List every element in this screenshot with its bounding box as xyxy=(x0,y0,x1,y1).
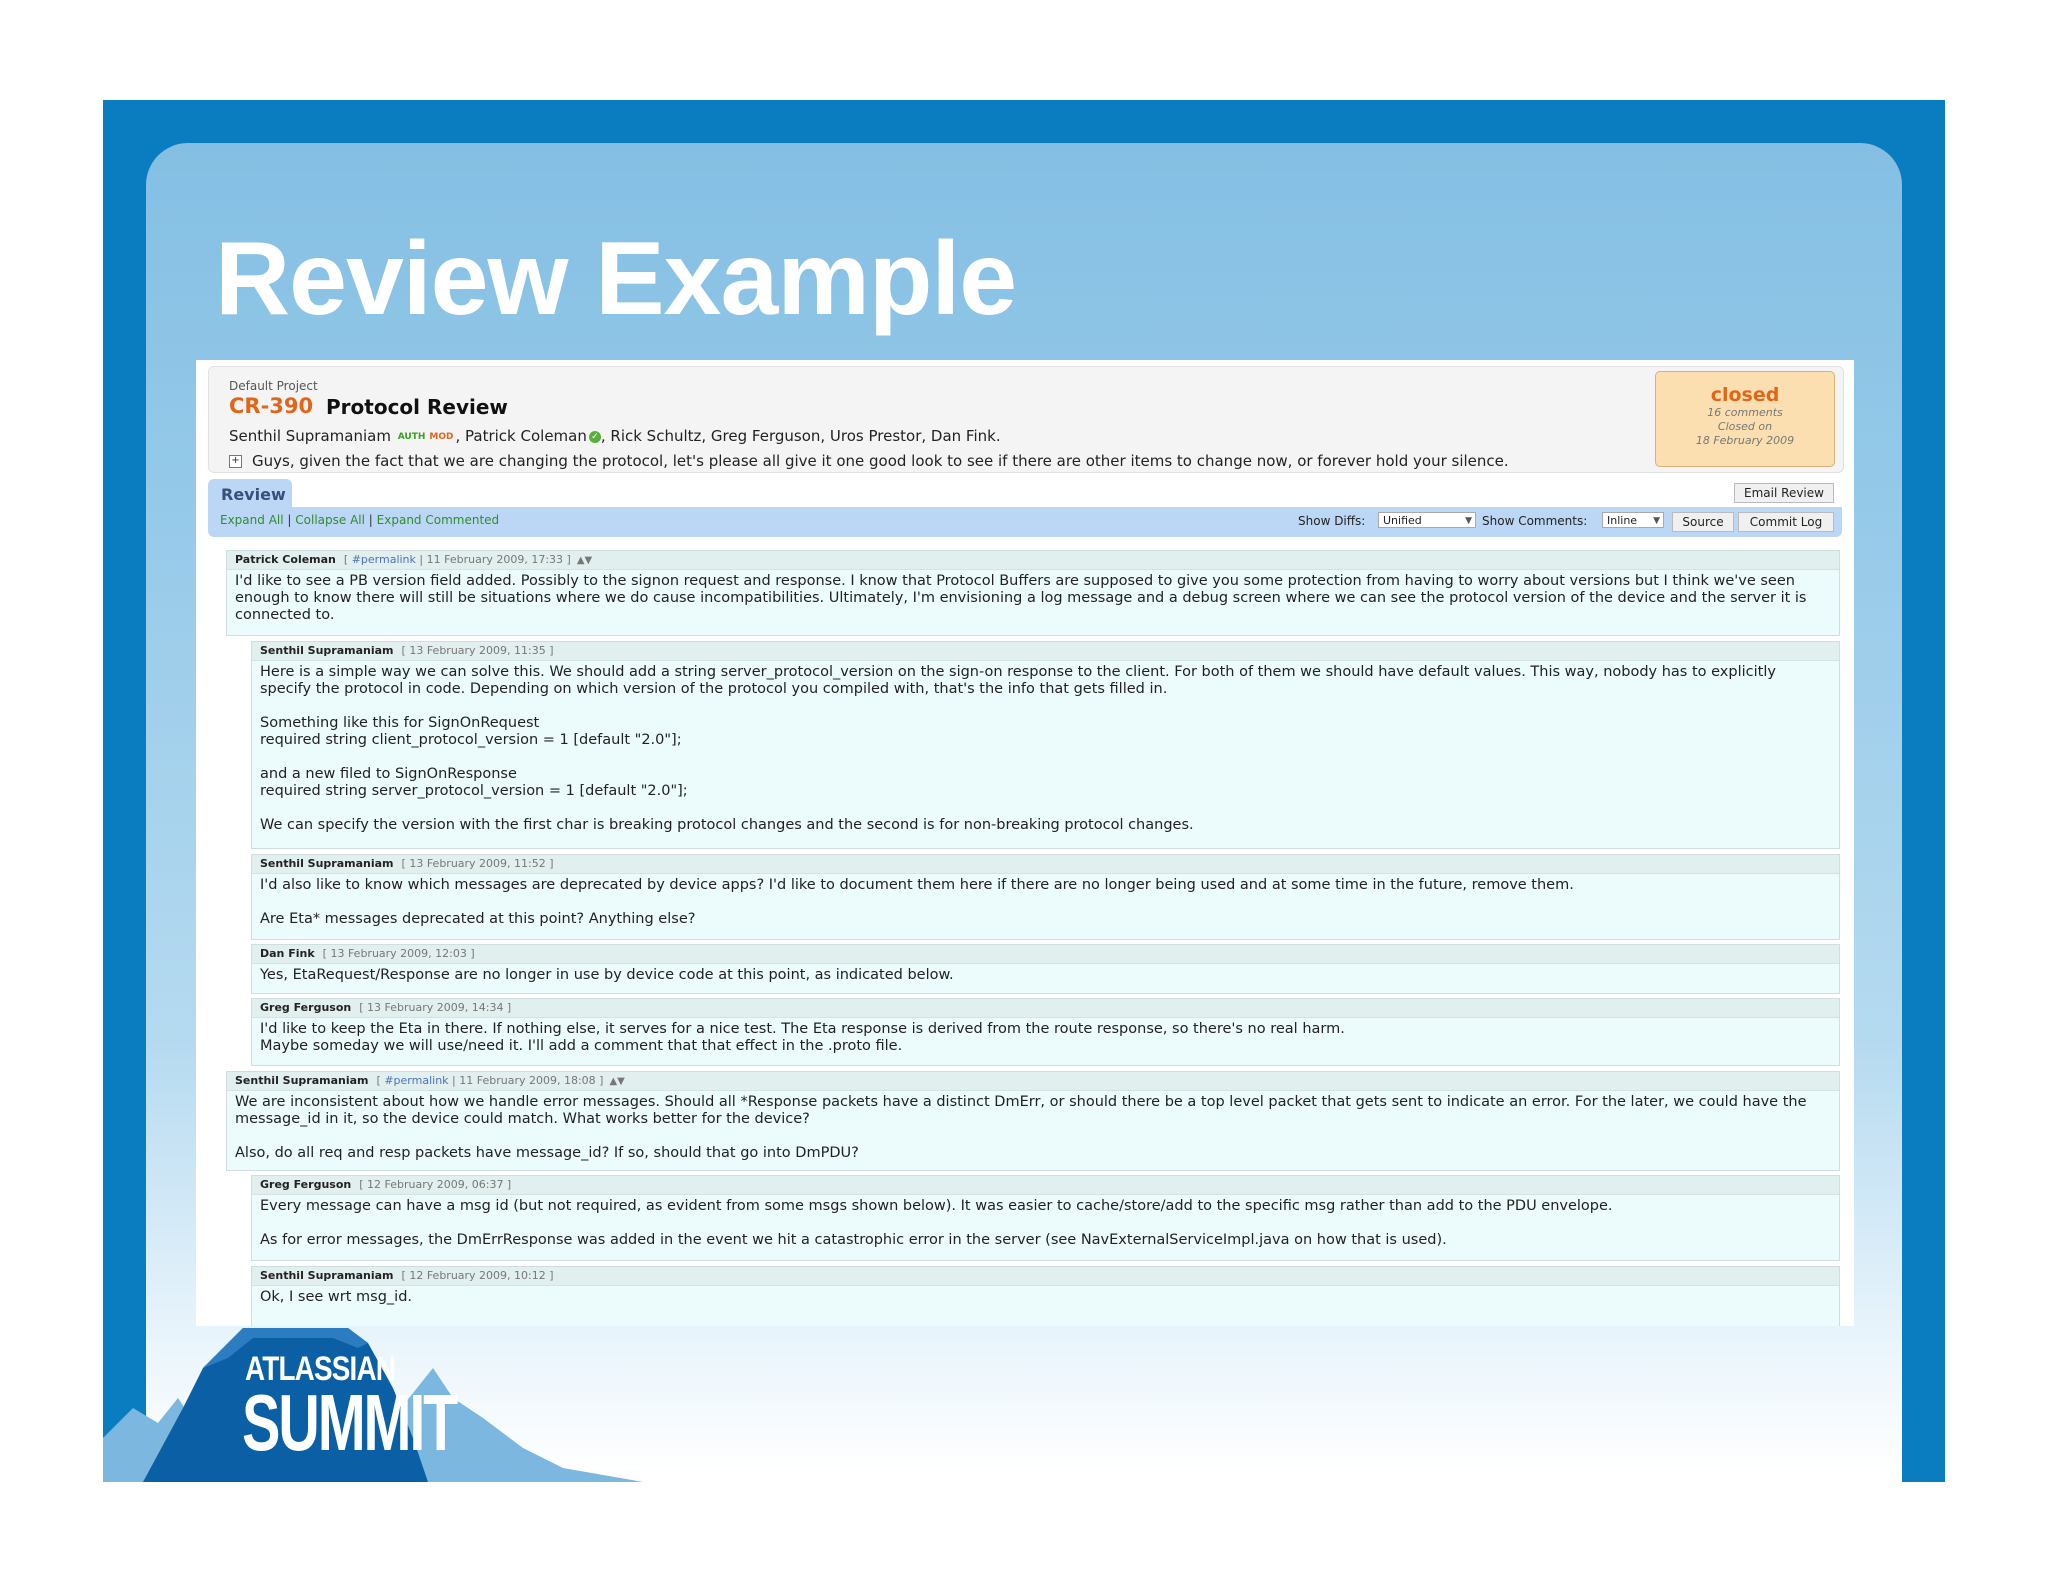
collapse-all-link[interactable]: Collapse All xyxy=(295,513,365,527)
comment-text: Ok, I see wrt msg_id. xyxy=(260,1289,413,1305)
comment-body xyxy=(252,1018,1839,1059)
comment-body xyxy=(252,874,1839,932)
mod-badge: MOD xyxy=(429,431,454,442)
comment-header: Dan Fink [ 13 February 2009, 12:03 ] xyxy=(252,945,1839,964)
permalink[interactable]: #permalink xyxy=(351,553,416,566)
expand-all-link[interactable]: Expand All xyxy=(220,513,284,527)
toolbar xyxy=(208,507,1842,537)
comment-body xyxy=(252,661,1839,838)
logo-text-atlassian: ATLASSIAN xyxy=(245,1350,396,1388)
comment-text: Are Eta* messages deprecated at this point? Anything else? xyxy=(260,911,696,927)
comment-header: Greg Ferguson [ 13 February 2009, 14:34 ] xyxy=(252,999,1839,1018)
comment-header: Senthil Supramaniam [ 13 February 2009, 11:52 ] xyxy=(252,855,1839,874)
status-box xyxy=(1655,371,1835,467)
arrow-up-down-icon[interactable]: ▲▼ xyxy=(609,1076,625,1087)
separator: | xyxy=(287,513,292,527)
comment-author[interactable]: Senthil Supramaniam xyxy=(260,644,394,657)
show-comments-value: Inline xyxy=(1607,514,1638,527)
comment-reply xyxy=(251,854,1840,940)
comment-count: 16 comments xyxy=(1707,406,1783,419)
logo-text-summit: SUMMIT xyxy=(242,1378,457,1467)
comment-text: I'd like to see a PB version field added. Possibly to the signon request and response. I know that Protocol Buffers are supposed to give you some protection from having to worry about versions but I think we've seen enough to know there will still be situations where we do cause incompatibilities. Ultimately, I'm envisioning a log message and a debug screen where we can see the protocol version of the device and the server it is connected to. xyxy=(235,573,1807,623)
comment-date: 13 February 2009, 11:52 xyxy=(409,857,546,870)
comment-author[interactable]: Senthil Supramaniam xyxy=(260,1269,394,1282)
statement-of-objectives xyxy=(229,452,1509,470)
commit-log-button[interactable]: Commit Log xyxy=(1738,512,1834,532)
comment-date: 13 February 2009, 12:03 xyxy=(330,947,467,960)
comment-author[interactable]: Patrick Coleman xyxy=(235,553,336,566)
permalink[interactable]: #permalink xyxy=(384,1074,449,1087)
show-diffs-value: Unified xyxy=(1383,514,1422,527)
email-review-button[interactable]: Email Review xyxy=(1734,483,1834,503)
comment-body xyxy=(227,1091,1839,1166)
comment-body xyxy=(252,1286,1839,1310)
comment-body xyxy=(227,570,1839,628)
show-diffs-select[interactable] xyxy=(1378,512,1476,528)
comment-header: Greg Ferguson [ 12 February 2009, 06:37 ] xyxy=(252,1176,1839,1195)
comment-body xyxy=(252,964,1839,988)
comment-author[interactable]: Greg Ferguson xyxy=(260,1001,352,1014)
comment-reply xyxy=(251,998,1840,1066)
comment-text: We can specify the version with the first char is breaking protocol changes and the second is for non-breaking protocol changes. xyxy=(260,817,1194,833)
tab-review-label: Review xyxy=(221,485,286,504)
chevron-down-icon: ▼ xyxy=(1653,516,1660,526)
check-icon: ✓ xyxy=(589,431,601,443)
comment-date: 13 February 2009, 11:35 xyxy=(409,644,546,657)
chevron-down-icon: ▼ xyxy=(1465,516,1472,526)
review-header xyxy=(208,366,1844,473)
show-comments-select[interactable] xyxy=(1602,512,1664,528)
comment-text: Here is a simple way we can solve this. We should add a string server_protocol_version on the sign-on response to the client. For both of them we should have default values. This way, nobody has to explicitly specify the protocol in code. Depending on which version of the protocol you compiled with, that's the info that gets filled in. xyxy=(260,664,1776,697)
comment-text: Something like this for SignOnRequest required string client_protocol_version = 1 [default "2.0"]; xyxy=(260,715,682,748)
comment-reply xyxy=(251,1175,1840,1261)
comment-text: Also, do all req and resp packets have message_id? If so, should that go into DmPDU? xyxy=(235,1145,859,1161)
comment-author[interactable]: Dan Fink xyxy=(260,947,315,960)
closed-date: 18 February 2009 xyxy=(1695,434,1795,447)
comment-text: and a new filed to SignOnResponse required string server_protocol_version = 1 [default "2.0"]; xyxy=(260,766,688,799)
auth-badge: AUTH xyxy=(397,431,426,442)
comment-date: 11 February 2009, 17:33 xyxy=(426,553,564,566)
comment-item xyxy=(226,550,1840,636)
expand-icon[interactable]: + xyxy=(229,455,242,468)
show-comments-label: Show Comments: xyxy=(1482,514,1588,528)
participant-author[interactable]: Senthil Supramaniam xyxy=(229,427,391,445)
comment-date: 11 February 2009, 18:08 xyxy=(459,1074,596,1087)
participant-reviewer[interactable]: , Patrick Coleman xyxy=(455,427,587,445)
source-button[interactable]: Source xyxy=(1672,512,1734,532)
comment-body xyxy=(252,1195,1839,1253)
comment-text: Yes, EtaRequest/Response are no longer in use by device code at this point, as indicated below. xyxy=(260,967,954,983)
review-screenshot xyxy=(196,360,1854,1326)
project-label: Default Project xyxy=(229,379,318,393)
comment-date: 12 February 2009, 06:37 xyxy=(367,1178,504,1191)
review-key[interactable]: CR-390 xyxy=(229,394,314,418)
comment-author[interactable]: Senthil Supramaniam xyxy=(260,857,394,870)
show-diffs-label: Show Diffs: xyxy=(1298,514,1366,528)
comment-reply xyxy=(251,1266,1840,1326)
toolbar-links xyxy=(220,513,499,527)
comment-header: Senthil Supramaniam [ 13 February 2009, 11:35 ] xyxy=(252,642,1839,661)
comment-header: Senthil Supramaniam [ #permalink | 11 February 2009, 18:08 ] ▲▼ xyxy=(227,1072,1839,1091)
status-label: closed xyxy=(1710,384,1780,406)
comment-header: Patrick Coleman [ #permalink | 11 February 2009, 17:33 ] ▲▼ xyxy=(227,551,1839,570)
comment-date: 13 February 2009, 14:34 xyxy=(367,1001,504,1014)
comment-text: We are inconsistent about how we handle error messages. Should all *Response packets have a distinct DmErr, or should there be a top level packet that gets sent to indicate an error. For the later, we could have the message_id in it, so the device could match. What works better for the device? xyxy=(235,1094,1807,1127)
statement-text: Guys, given the fact that we are changing the protocol, let's please all give it one good look to see if there are other items to change now, or forever hold your silence. xyxy=(252,452,1509,470)
expand-commented-link[interactable]: Expand Commented xyxy=(376,513,500,527)
atlassian-summit-logo xyxy=(103,1328,643,1482)
arrow-up-down-icon[interactable]: ▲▼ xyxy=(576,555,593,566)
comment-date: 12 February 2009, 10:12 xyxy=(409,1269,546,1282)
closed-on-label: Closed on xyxy=(1717,420,1773,433)
comment-text: I'd also like to know which messages are deprecated by device apps? I'd like to document them here if there are no longer being used and at some time in the future, remove them. xyxy=(260,877,1574,893)
comment-item xyxy=(226,1071,1840,1171)
separator: | xyxy=(368,513,373,527)
comment-reply xyxy=(251,944,1840,994)
comment-text: Every message can have a msg id (but not required, as evident from some msgs shown below). It was easier to cache/store/add to the specific msg rather than add to the PDU envelope. xyxy=(260,1198,1613,1214)
comment-author[interactable]: Senthil Supramaniam xyxy=(235,1074,369,1087)
comment-header: Senthil Supramaniam [ 12 February 2009, 10:12 ] xyxy=(252,1267,1839,1286)
participant-others[interactable]: , Rick Schultz, Greg Ferguson, Uros Prestor, Dan Fink. xyxy=(600,427,1001,445)
review-name: Protocol Review xyxy=(326,395,508,419)
participants xyxy=(229,427,1001,445)
comment-text: I'd like to keep the Eta in there. If nothing else, it serves for a nice test. The Eta response is derived from the route response, so there's no real harm. Maybe someday we will use/need it. I'll add a comment that that effect in the .proto file. xyxy=(260,1021,1345,1054)
comment-reply xyxy=(251,641,1840,849)
comment-text: As for error messages, the DmErrResponse was added in the event we hit a catastrophic error in the server (see NavExternalServiceImpl.java on how that is used). xyxy=(260,1232,1447,1248)
comment-author[interactable]: Greg Ferguson xyxy=(260,1178,352,1191)
slide-title: Review Example xyxy=(215,221,1017,337)
